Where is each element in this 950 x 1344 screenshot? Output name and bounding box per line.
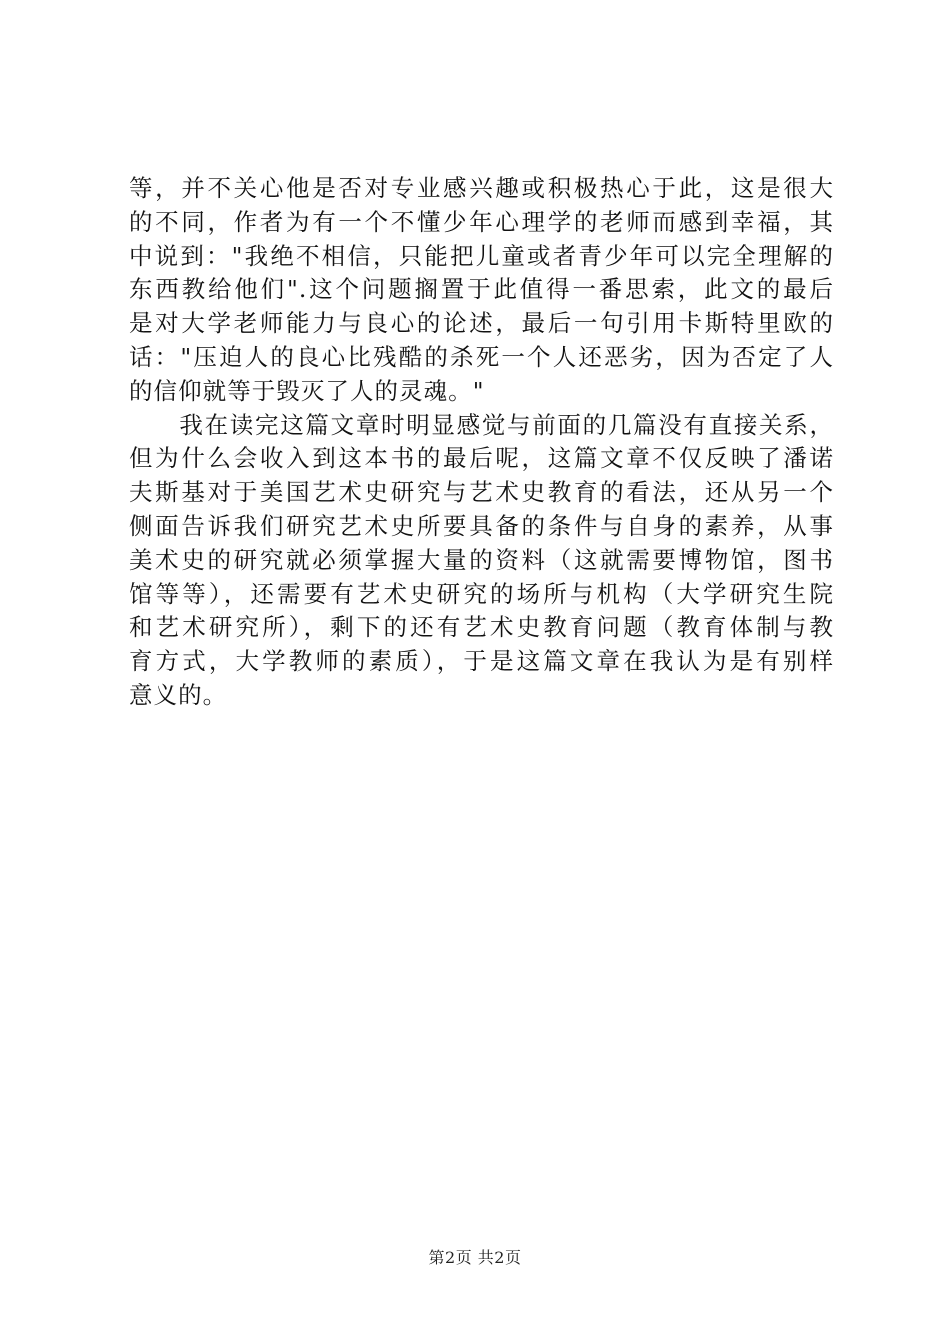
- text-line: 中说到："我绝不相信，只能把儿童或者青少年可以完全理解的: [129, 241, 834, 270]
- text-line: 美术史的研究就必须掌握大量的资料（这就需要博物馆，图书: [129, 545, 834, 574]
- page-number-label: 第2页 共2页: [428, 1248, 522, 1267]
- text-line: 和艺术研究所），剩下的还有艺术史教育问题（教育体制与教: [129, 613, 834, 642]
- page-footer: [0, 1245, 950, 1268]
- text-line: 东西教给他们".这个问题搁置于此值得一番思索，此文的最后: [129, 275, 834, 304]
- text-line: 夫斯基对于美国艺术史研究与艺术史教育的看法，还从另一个: [129, 478, 834, 507]
- text-line: 的不同，作者为有一个不懂少年心理学的老师而感到幸福，其: [129, 207, 834, 236]
- paragraph-1: [129, 172, 834, 409]
- text-line: 育方式，大学教师的素质），于是这篇文章在我认为是有别样: [129, 647, 834, 676]
- text-line: 馆等等），还需要有艺术史研究的场所与机构（大学研究生院: [129, 579, 834, 608]
- document-body: [129, 172, 834, 713]
- text-line: 话："压迫人的良心比残酷的杀死一个人还恶劣，因为否定了人: [129, 342, 834, 371]
- text-line: 我在读完这篇文章时明显感觉与前面的几篇没有直接关系，: [129, 410, 834, 439]
- text-line: 但为什么会收入到这本书的最后呢，这篇文章不仅反映了潘诺: [129, 444, 834, 473]
- text-line: 是对大学老师能力与良心的论述，最后一句引用卡斯特里欧的: [129, 309, 834, 338]
- paragraph-2: [129, 409, 834, 713]
- text-line: 等，并不关心他是否对专业感兴趣或积极热心于此，这是很大: [129, 174, 834, 202]
- text-line: 的信仰就等于毁灭了人的灵魂。": [129, 376, 485, 405]
- text-line: 侧面告诉我们研究艺术史所要具备的条件与自身的素养，从事: [129, 511, 834, 540]
- text-line: 意义的。: [129, 680, 228, 709]
